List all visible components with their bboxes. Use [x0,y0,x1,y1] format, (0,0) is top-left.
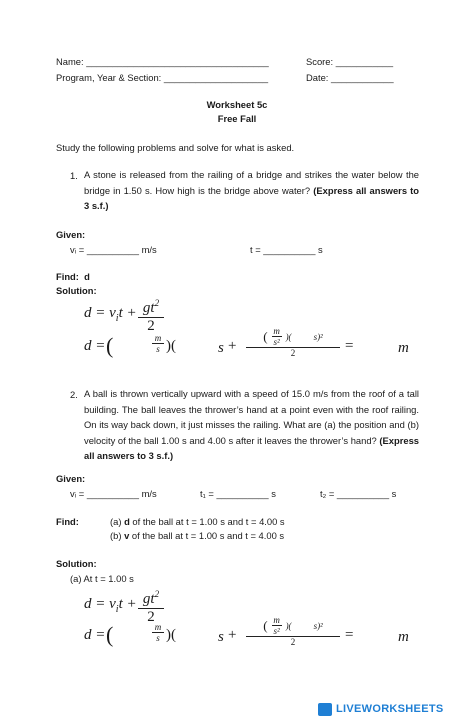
problem2-given-label: Given: [56,473,86,484]
liveworksheets-logo-icon [318,703,332,716]
problem2-t1-field[interactable]: t₁ = __________ s [200,488,276,499]
problem2-t2-field[interactable]: t₂ = __________ s [320,488,397,499]
date-field-label: Date: ____________ [306,72,394,83]
formula-1-fraction: $gt^2$ 2 [138,298,164,335]
problem2-text: A ball is thrown vertically upward with a speed of 15.0 m/s from the roof of a tall building. The ball leaves the thrower’s hand at a point even with the roof railing. On its way back down, it just misses the railing. What are (a) the position and (b) velocity of the ball 1.00 s and 4.00 s after it leaves the thrower’s hand? (Express all answers to 3 s.f.) [84,388,419,461]
formula-2-lhs: $d = v_it$ + [84,596,137,615]
sub-1-paren-close: )( [166,338,176,354]
problem2-find-b: (b) v of the ball at t = 1.00 s and t = 4.00 s [110,530,285,541]
sub-1-result-unit: m [398,340,409,356]
sub-1-d-eq: d = [84,338,106,354]
problem1-t-field[interactable]: t = __________ s [250,244,323,255]
program-field-label: Program, Year & Section: ____________________ [56,72,269,83]
sub-1-s: s [218,340,224,356]
problem2-number: 2. [70,389,78,400]
liveworksheets-brand[interactable]: LIVEWORKSHEETS [336,703,444,715]
score-field-label: Score: ___________ [306,56,394,67]
problem1-text: A stone is released from the railing of a bridge and strikes the water below the bridge in 1.50 s. How high is the bridge above water? (Express all answers to 3 s.f.) [84,169,420,211]
formula-1-lhs: $d = v_it$ + [84,305,137,324]
problem1-vi-field[interactable]: vᵢ = __________ m/s [70,244,157,255]
sub-1-equals: = [345,338,354,354]
problem2-part-a-label: (a) At t = 1.00 s [70,573,134,584]
problem1-solution-label: Solution: [56,285,97,296]
name-field-label: Name: ___________________________________ [56,56,269,67]
instructions: Study the following problems and solve for what is asked. [56,142,295,153]
sub-2-equals: = [345,627,354,643]
sub-1-plus: + [228,338,237,354]
sub-2-unit-fraction: m s [152,622,164,643]
sub-2-main-fraction: ( m s² )( s)² 2 [246,615,340,647]
sub-2-plus: + [228,627,237,643]
sub-2-s: s [218,629,224,645]
problem1-given-label: Given: [56,229,86,240]
worksheet-subtitle: Free Fall [217,113,257,124]
problem2-find-label: Find: [56,516,79,527]
formula-2-fraction: $gt^2$ 2 [138,589,164,626]
sub-1-paren-open: ( [106,333,114,358]
problem1-number: 1. [70,170,78,181]
sub-2-paren-open: ( [106,622,114,647]
problem1-find: Find: d [56,271,90,282]
worksheet-title: Worksheet 5c [206,99,268,110]
problem2-find-a: (a) d of the ball at t = 1.00 s and t = 4.00 s [110,516,285,527]
sub-1-main-fraction: ( m s² )( s)² 2 [246,326,340,358]
sub-2-paren-close: )( [166,627,176,643]
problem2-solution-label: Solution: [56,558,97,569]
problem2-vi-field[interactable]: vᵢ = __________ m/s [70,488,157,499]
sub-1-unit-fraction: m s [152,333,164,354]
sub-2-d-eq: d = [84,627,106,643]
sub-2-result-unit: m [398,629,409,645]
